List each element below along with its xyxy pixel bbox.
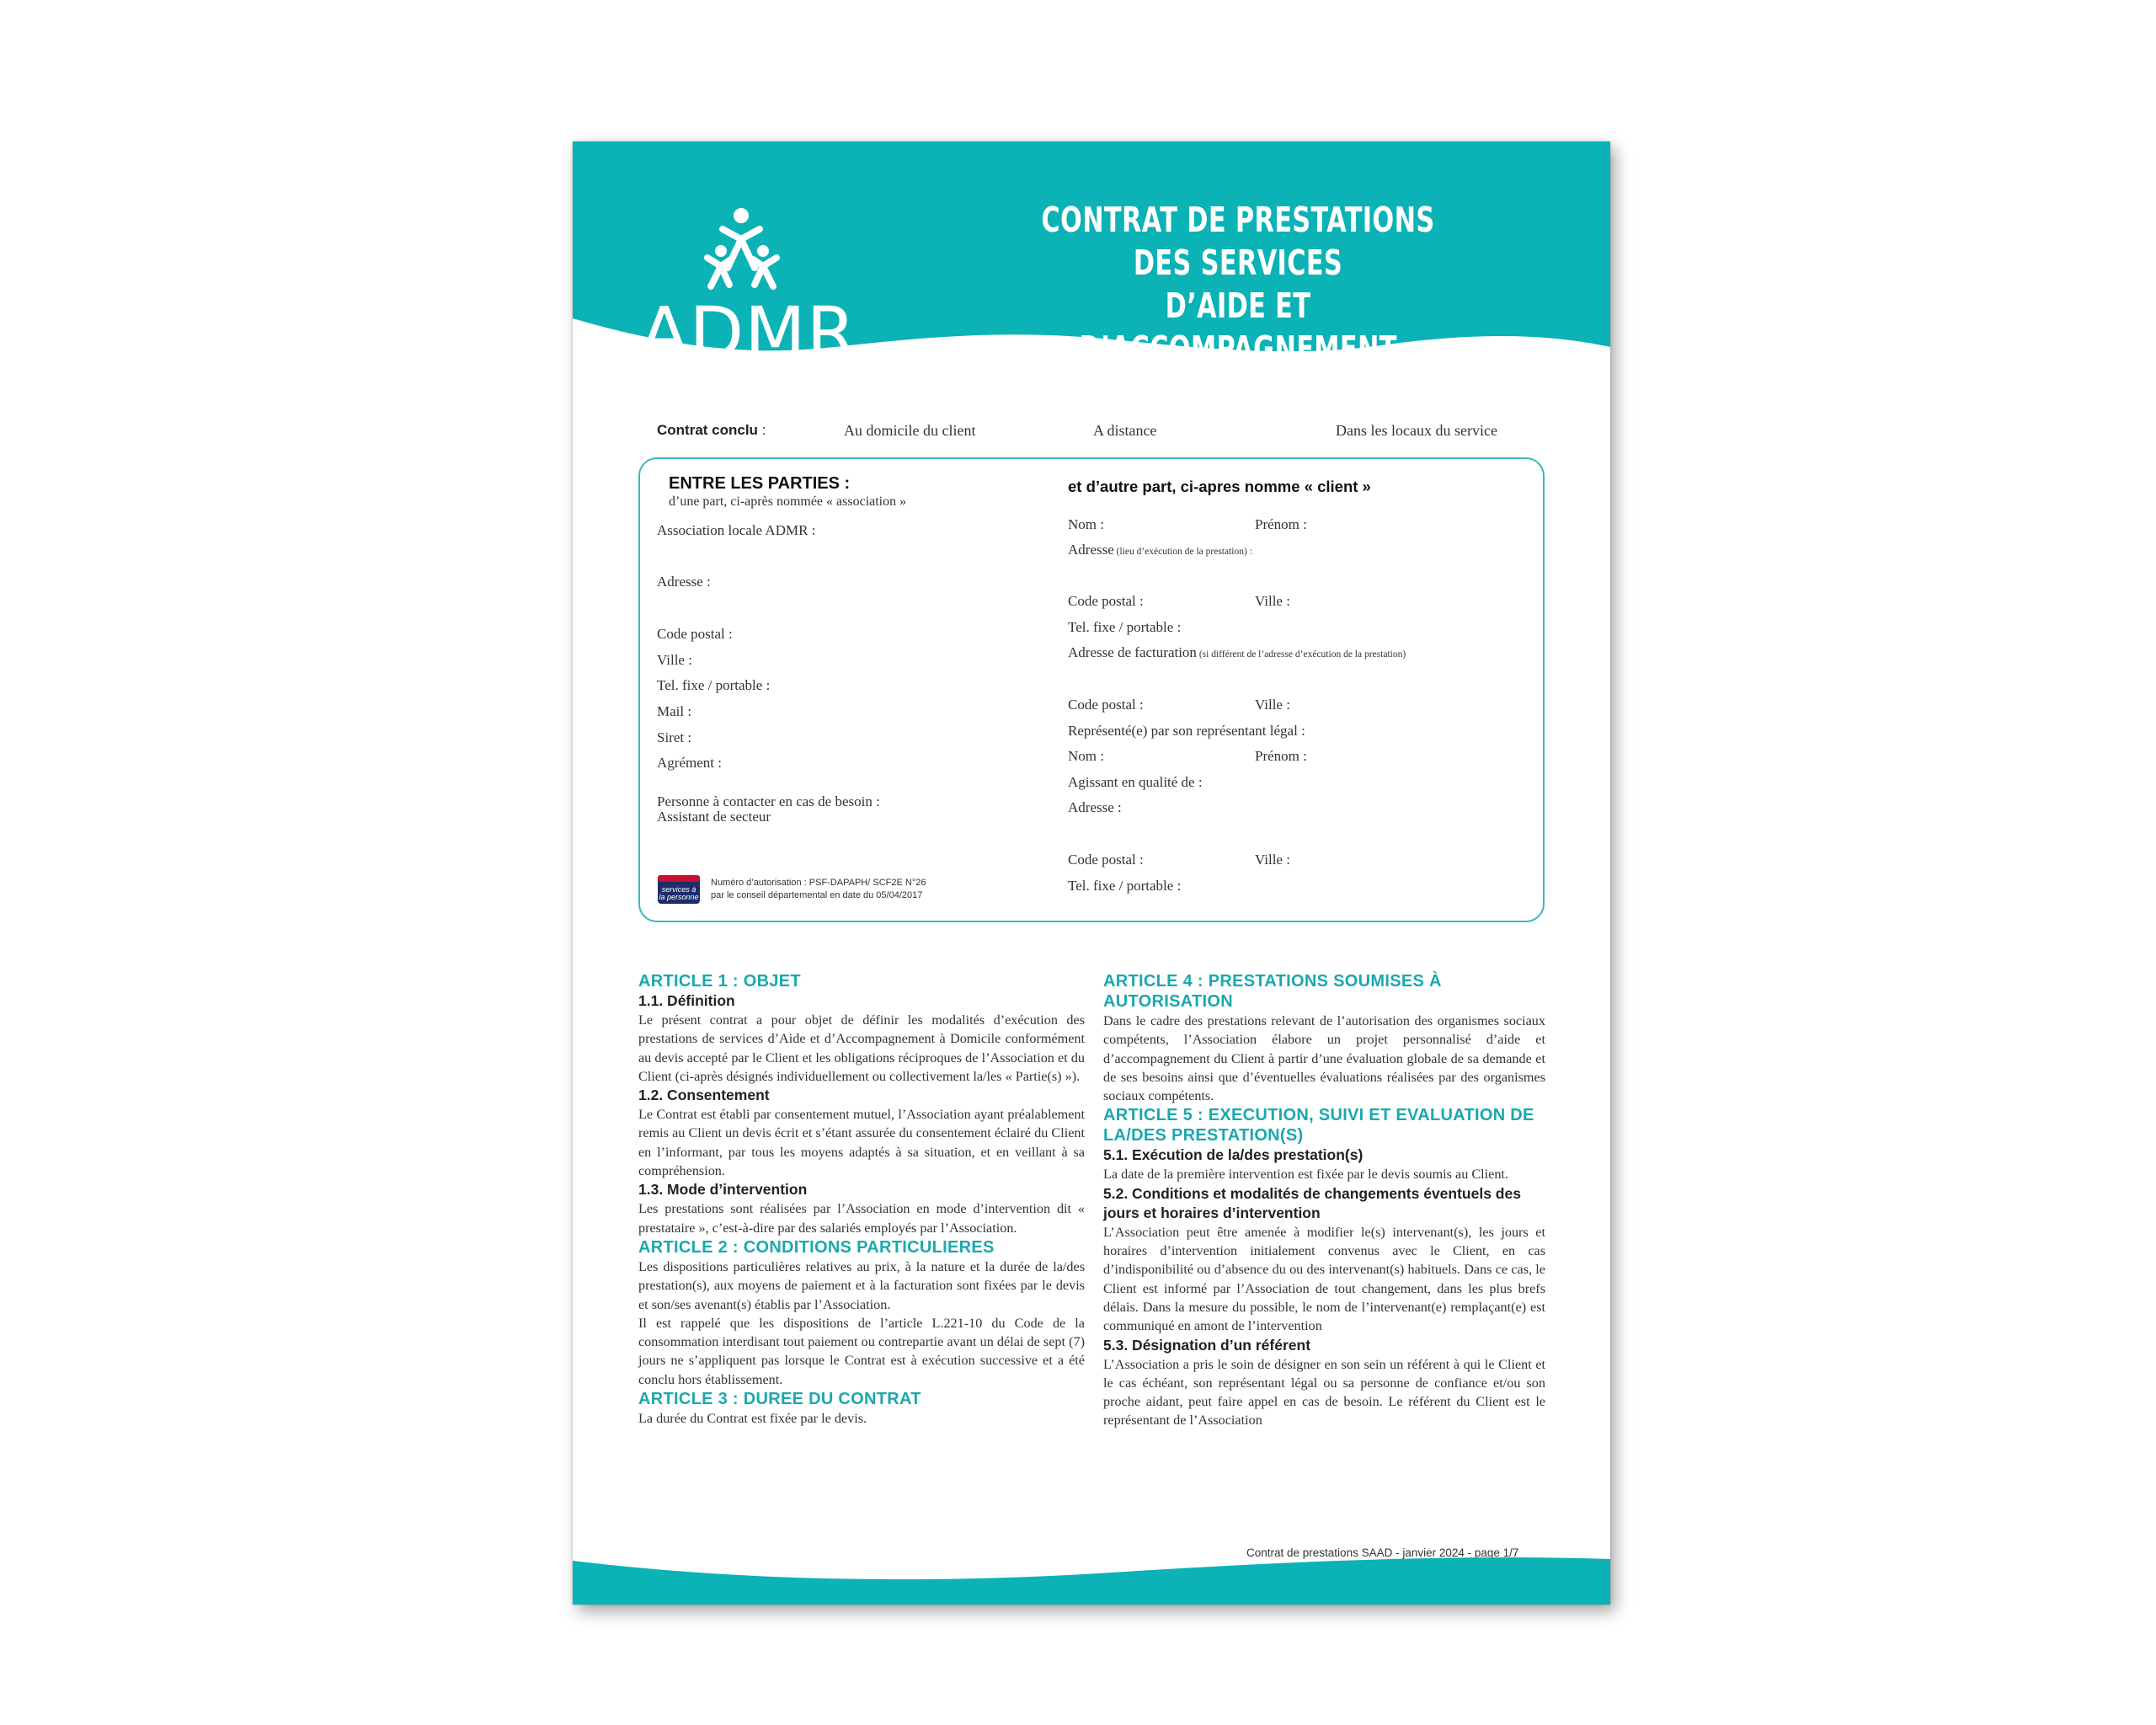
footer-wave-banner bbox=[573, 1554, 1610, 1605]
parties-heading: ENTRE LES PARTIES : bbox=[669, 474, 851, 493]
document-title bbox=[1020, 199, 1456, 414]
article-3-title: ARTICLE 3 : DUREE DU CONTRAT bbox=[638, 1390, 921, 1409]
admr-logo bbox=[640, 200, 857, 374]
contract-conclusion-label: Contrat conclu : bbox=[657, 422, 766, 438]
article-5-title: ARTICLE 5 : EXECUTION, SUIVI ET EVALUATION DE LA/DES PRESTATION(S) bbox=[1103, 1106, 1534, 1146]
article-1-1-text: Le présent contrat a pour objet de définir les modalités d’exécution des prestations de services d’Aide et d’Accompagnement à Domicile conformément au devis accepté par le Client et les obligations réciproques de l’Association et du Client (ci-après désignés individuellement ou collectivement la/les « Partie(s) »). bbox=[638, 1012, 1085, 1084]
article-4-text: Dans le cadre des prestations relevant de l’autorisation des organismes sociaux compétents, l’Association élabore un projet personnalisé d’aide et d’accompagnement du Client à partir d’une évaluation globale de sa demande et de ses besoins ainsi que d’éventuelles évaluations réalisées par des organismes sociaux compétents. bbox=[1103, 1013, 1545, 1104]
option-at-home[interactable]: Au domicile du client bbox=[844, 422, 976, 439]
client-heading: et d’autre part, ci-apres nomme « client » bbox=[1068, 478, 1371, 495]
label-client-ville: Ville : bbox=[1255, 593, 1290, 609]
label-rep-adresse: Adresse : bbox=[1068, 799, 1122, 815]
label-siret: Siret : bbox=[657, 729, 692, 745]
label-rep-code-postal: Code postal : bbox=[1068, 852, 1144, 868]
label-facturation-ville: Ville : bbox=[1255, 697, 1290, 713]
label-rep-nom: Nom : bbox=[1068, 748, 1104, 764]
admr-people-icon bbox=[640, 200, 842, 293]
article-4-title: ARTICLE 4 : PRESTATIONS SOUMISES À AUTORISATION bbox=[1103, 972, 1442, 1011]
label-client-prenom: Prénom : bbox=[1255, 516, 1307, 532]
article-1-1-title: 1.1. Définition bbox=[638, 992, 735, 1009]
option-on-premises[interactable]: Dans les locaux du service bbox=[1336, 422, 1497, 439]
footer-page-info: Contrat de prestations SAAD - janvier 2024 - page 1/7 bbox=[1246, 1546, 1519, 1559]
article-3-text: La durée du Contrat est fixée par le devis. bbox=[638, 1411, 867, 1427]
label-ville: Ville : bbox=[657, 652, 692, 668]
label-client-tel: Tel. fixe / portable : bbox=[1068, 619, 1182, 635]
left-column bbox=[638, 971, 1085, 1428]
article-2-text-1: Les dispositions particulières relatives au prix, à la nature et la durée de la/des prestation(s), aux moyens de paiement et à la facturation sont fixées par le devis et son/ses avenant(s) établis par l’Association. bbox=[638, 1258, 1085, 1312]
label-client-adresse: Adresse (lieu d’exécution de la prestation) : bbox=[1068, 542, 1252, 558]
label-code-postal: Code postal : bbox=[657, 626, 733, 642]
label-represente: Représenté(e) par son représentant légal : bbox=[1068, 723, 1305, 739]
label-tel: Tel. fixe / portable : bbox=[657, 677, 771, 693]
article-1-title: ARTICLE 1 : OBJET bbox=[638, 972, 801, 991]
document-page bbox=[573, 142, 1610, 1605]
article-5-2-text: L’Association peut être amenée à modifier le(s) intervenant(s), les jours et horaires d’intervention initialement convenus avec le Client, en cas d’indisponibilité ou d’absence du ou des intervenant(s) habituels. Dans ce cas, le Client est informé par l’Association de tout changement, dans les plus brefs délais. Dans la mesure du possible, le nom de l’intervenant(e) remplaçant(e) est communiqué en amont de l’intervention bbox=[1103, 1224, 1545, 1334]
authorization-text: Numéro d’autorisation : PSF-DAPAPH/ SCF2E N°26 par le conseil départemental en date du 05/04/2017 bbox=[711, 878, 926, 900]
contract-conclusion-row bbox=[573, 422, 1610, 447]
article-2-text-2: Il est rappelé que les dispositions de l’article L.221-10 du Code de la consommation interdisant tout paiement ou contrepartie avant un délai de sept (7) jours ne s’appliquent pas lorsque le Contrat est à exécution successive et a été conclu hors établissement. bbox=[638, 1315, 1085, 1387]
title-line-3: A DOMICILE bbox=[1152, 371, 1324, 412]
article-5-3-title: 5.3. Désignation d’un référent bbox=[1103, 1336, 1311, 1354]
label-facturation-code-postal: Code postal : bbox=[1068, 697, 1144, 713]
article-5-2-title: 5.2. Conditions et modalités de changements éventuels des jours et horaires d’intervention bbox=[1103, 1184, 1521, 1221]
label-client-code-postal: Code postal : bbox=[1068, 593, 1144, 609]
label-contact: Personne à contacter en cas de besoin : bbox=[657, 793, 880, 809]
authorization-block bbox=[657, 872, 1011, 914]
article-2-title: ARTICLE 2 : CONDITIONS PARTICULIERES bbox=[638, 1237, 995, 1257]
label-qualite: Agissant en qualité de : bbox=[1068, 774, 1203, 790]
label-adresse: Adresse : bbox=[657, 574, 711, 590]
label-rep-ville: Ville : bbox=[1255, 852, 1290, 868]
article-5-1-title: 5.1. Exécution de la/des prestation(s) bbox=[1103, 1146, 1364, 1164]
services-a-la-personne-badge-icon bbox=[657, 872, 701, 905]
article-1-3-text: Les prestations sont réalisées par l’Association en mode d’intervention dit « prestataire », c’est-à-dire par des salariés employés par l’Association. bbox=[638, 1201, 1085, 1236]
label-agrement: Agrément : bbox=[657, 755, 722, 771]
label-mail: Mail : bbox=[657, 703, 692, 719]
right-column bbox=[1103, 971, 1545, 1430]
parties-subheading: d’une part, ci-après nommée « association » bbox=[669, 494, 907, 509]
article-5-1-text: La date de la première intervention est fixée par le devis soumis au Client. bbox=[1103, 1167, 1508, 1183]
svg-text:la personne: la personne bbox=[659, 893, 699, 901]
parties-box bbox=[638, 457, 1545, 922]
admr-logo-text: ADMR bbox=[640, 291, 857, 374]
label-rep-prenom: Prénom : bbox=[1255, 748, 1307, 764]
article-1-2-text: Le Contrat est établi par consentement mutuel, l’Association ayant préalablement remis au Client un devis écrit et s’étant assurée du consentement éclairé du Client en l’informant, par tous les moyens adaptés à sa situation, et en veillant à sa compréhension. bbox=[638, 1107, 1085, 1179]
svg-text:services à: services à bbox=[661, 885, 696, 894]
option-remote[interactable]: A distance bbox=[1093, 422, 1157, 439]
article-1-2-title: 1.2. Consentement bbox=[638, 1087, 770, 1104]
contact-value: Assistant de secteur bbox=[657, 809, 771, 825]
article-5-3-text: L’Association a pris le soin de désigner en son sein un référent à qui le Client et le cas échéant, son représentant légal ou sa personne de confiance et/ou son proche aidant, peut faire appel en cas de besoin. Le référent du Client est le représentant de l’Association bbox=[1103, 1356, 1545, 1429]
label-client-nom: Nom : bbox=[1068, 516, 1104, 532]
label-facturation: Adresse de facturation (si différent de l’adresse d’exécution de la prestation) bbox=[1068, 644, 1406, 660]
title-line-2: D’AIDE ET D’ACCOMPAGNEMENT bbox=[1079, 286, 1397, 369]
article-1-3-title: 1.3. Mode d’intervention bbox=[638, 1181, 808, 1199]
label-association: Association locale ADMR : bbox=[657, 522, 816, 538]
label-rep-tel: Tel. fixe / portable : bbox=[1068, 878, 1182, 894]
title-line-1: CONTRAT DE PRESTATIONS DES SERVICES bbox=[1041, 200, 1435, 283]
